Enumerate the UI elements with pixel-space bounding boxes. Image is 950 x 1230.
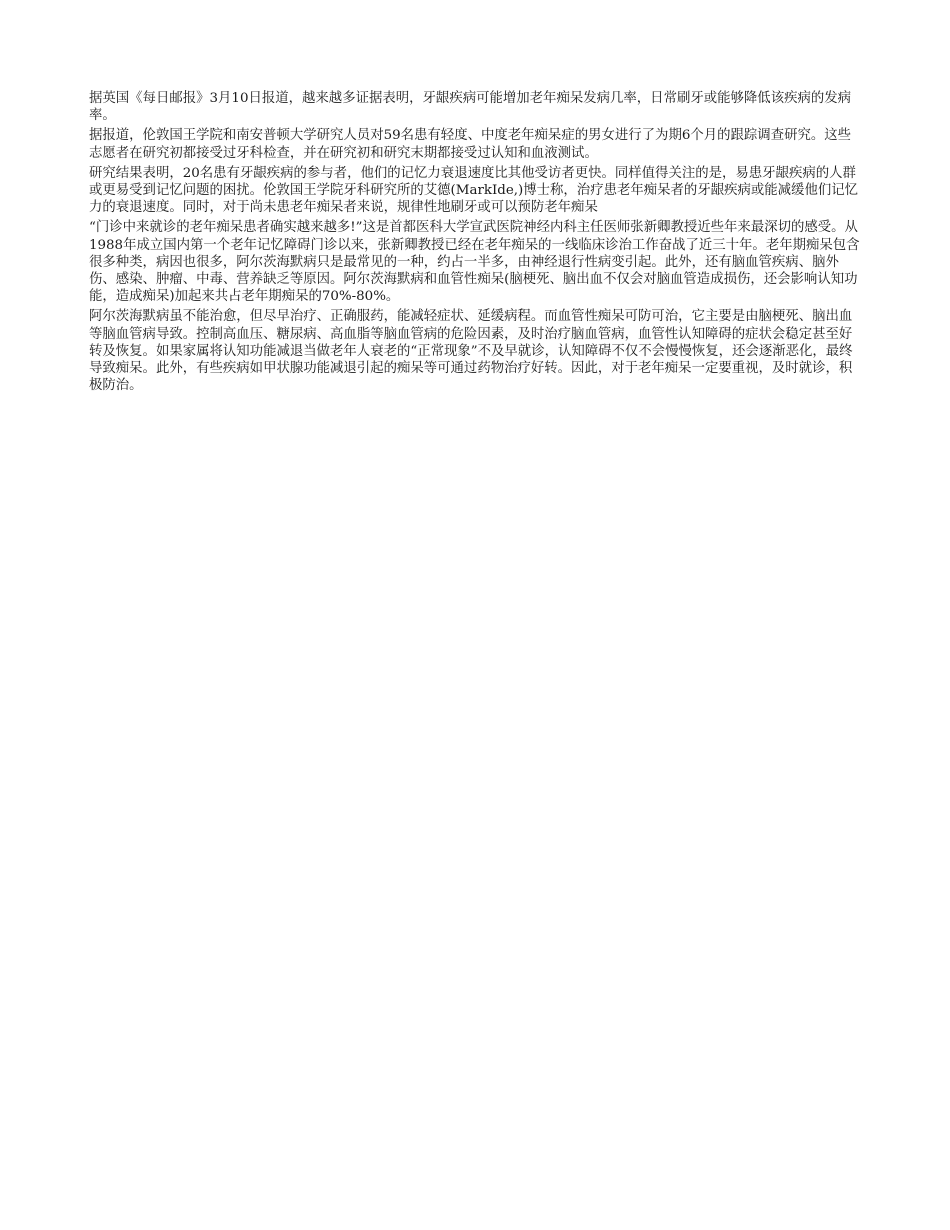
- paragraph-5: 阿尔茨海默病虽不能治愈，但尽早治疗、正确服药，能减轻症状、延缓病程。而血管性痴呆可防可治，它主要是由脑梗死、脑出血等脑血管病导致。控制高血压、糖尿病、高血脂等脑血管病的危险因素，及时治疗脑血管病，血管性认知障碍的症状会稳定甚至好转及恢复。如果家属将认知功能减退当做老年人衰老的“正常现象”不及早就诊，认知障碍不仅不会慢慢恢复，还会逐渐恶化，最终导致痴呆。此外，有些疾病如甲状腺功能减退引起的痴呆等可通过药物治疗好转。因此，对于老年痴呆一定要重视，及时就诊，积极防治。: [89, 309, 853, 394]
- paragraph-3: 研究结果表明，20名患有牙龈疾病的参与者，他们的记忆力衰退速度比其他受访者更快。同样值得关注的是，易患牙龈疾病的人群或更易受到记忆问题的困扰。伦敦国王学院牙科研究所的艾德(MarkIde,)博士称，治疗患老年痴呆者的牙龈疾病或能减缓他们记忆力的衰退速度。同时，对于尚未患老年痴呆者来说，规律性地刷牙或可以预防老年痴呆: [89, 165, 859, 216]
- document-body: [89, 90, 864, 397]
- paragraph-1: 据英国《每日邮报》3月10日报道，越来越多证据表明，牙龈疾病可能增加老年痴呆发病几率，日常刷牙或能够降低该疾病的发病率。: [89, 91, 852, 124]
- paragraph-4: “门诊中来就诊的老年痴呆患者确实越来越多!”这是首都医科大学宣武医院神经内科主任医师张新卿教授近些年来最深切的感受。从1988年成立国内第一个老年记忆障碍门诊以来，张新卿教授已经在老年痴呆的一线临床诊治工作奋战了近三十年。老年期痴呆包含很多种类，病因也很多，阿尔茨海默病只是最常见的一种，约占一半多，由神经退行性病变引起。此外，还有脑血管疾病、脑外伤、感染、肿瘤、中毒、营养缺乏等原因。阿尔茨海默病和血管性痴呆(脑梗死、脑出血不仅会对脑血管造成损伤，还会影响认知功能，造成痴呆)加起来共占老年期痴呆的70%-80%。: [89, 220, 860, 305]
- paragraph-2: 据报道，伦敦国王学院和南安普顿大学研究人员对59名患有轻度、中度老年痴呆症的男女进行了为期6个月的跟踪调查研究。这些志愿者在研究初都接受过牙科检查，并在研究初和研究末期都接受过认知和血液测试。: [89, 128, 852, 161]
